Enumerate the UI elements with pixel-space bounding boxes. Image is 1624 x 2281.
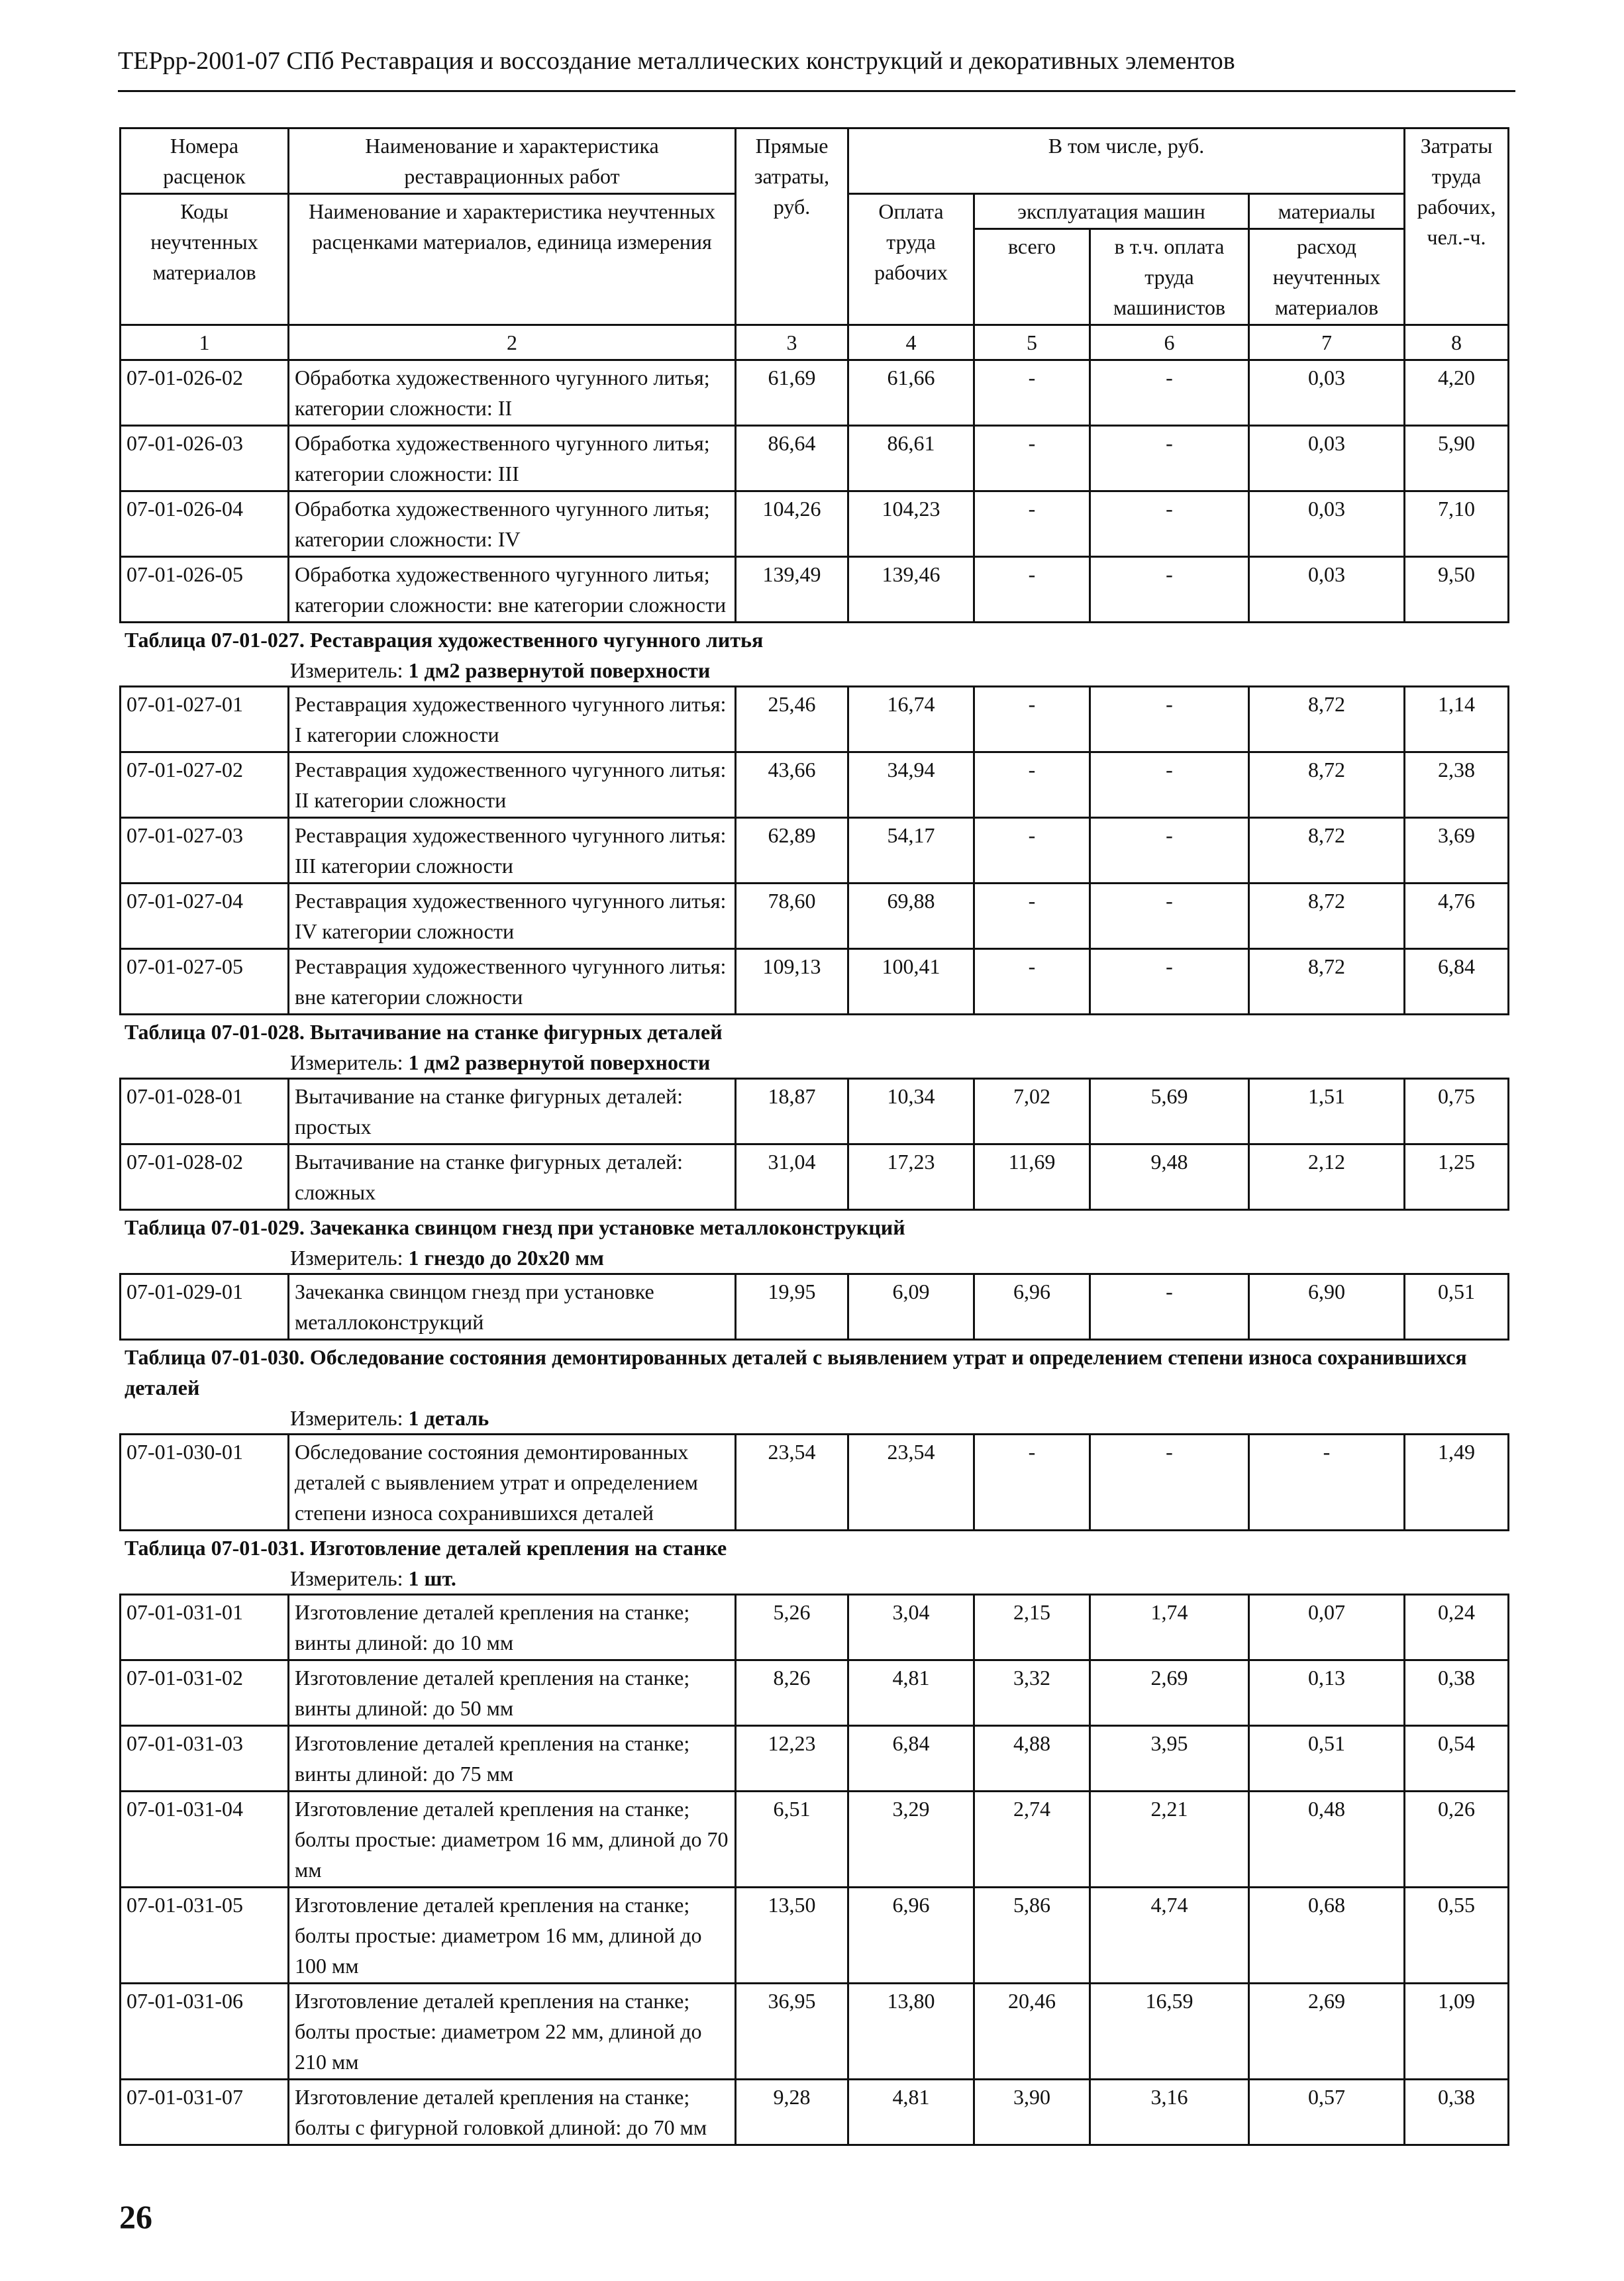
- work-description: Обработка художественного чугунного литья; категории сложности: вне категории сложности: [289, 557, 736, 623]
- measure-value: 1 шт.: [408, 1566, 456, 1590]
- work-description: Вытачивание на станке фигурных деталей: сложных: [289, 1144, 736, 1210]
- table-row: [121, 491, 1509, 557]
- column-number-cell: 3: [736, 325, 848, 360]
- machine-total-value: -: [974, 557, 1090, 623]
- table-row: [121, 1660, 1509, 1726]
- machinist-pay-value: 4,74: [1090, 1888, 1249, 1984]
- rate-section: [119, 625, 1507, 1015]
- direct-costs-header: Прямые затраты, руб.: [736, 128, 848, 325]
- table-row: [121, 1274, 1509, 1340]
- machine-total-value: 6,96: [974, 1274, 1090, 1340]
- direct-costs-value: 61,69: [736, 360, 848, 426]
- materials-value: 0,48: [1249, 1792, 1405, 1888]
- measure-unit-line: [119, 1563, 1507, 1594]
- rate-sections: [119, 359, 1507, 2146]
- direct-costs-value: 19,95: [736, 1274, 848, 1340]
- direct-costs-value: 36,95: [736, 1984, 848, 2080]
- table-row: [121, 752, 1509, 818]
- materials-value: -: [1249, 1435, 1405, 1531]
- work-description: Обработка художественного чугунного литья; категории сложности: III: [289, 426, 736, 491]
- direct-costs-value: 13,50: [736, 1888, 848, 1984]
- materials-value: 1,51: [1249, 1079, 1405, 1144]
- table-row: [121, 360, 1509, 426]
- table-row: [121, 1144, 1509, 1210]
- labor-hours-value: 7,10: [1405, 491, 1509, 557]
- machine-total-value: -: [974, 949, 1090, 1015]
- direct-costs-value: 6,51: [736, 1792, 848, 1888]
- rate-code: 07-01-026-04: [121, 491, 289, 557]
- worker-pay-value: 6,09: [848, 1274, 974, 1340]
- rate-code: 07-01-029-01: [121, 1274, 289, 1340]
- rate-table: [119, 685, 1509, 1015]
- materials-value: 8,72: [1249, 687, 1405, 752]
- running-header: ТЕРрр-2001-07 СПб Реставрация и воссоздание металлических конструкций и декоративных элементов: [118, 47, 1235, 75]
- machine-total-value: -: [974, 884, 1090, 949]
- labor-hours-value: 0,54: [1405, 1726, 1509, 1792]
- work-description: Изготовление деталей крепления на станке; болты простые: диаметром 22 мм, длиной до 210 мм: [289, 1984, 736, 2080]
- table-row: [121, 949, 1509, 1015]
- materials-header: материалы: [1249, 194, 1405, 229]
- machine-total-value: 7,02: [974, 1079, 1090, 1144]
- materials-value: 2,12: [1249, 1144, 1405, 1210]
- direct-costs-value: 62,89: [736, 818, 848, 884]
- table-caption: Таблица 07-01-029. Зачеканка свинцом гнезд при установке металлоконструкций: [125, 1215, 905, 1239]
- labor-hours-value: 0,38: [1405, 1660, 1509, 1726]
- worker-pay-value: 139,46: [848, 557, 974, 623]
- work-description: Изготовление деталей крепления на станке; болты с фигурной головкой длиной: до 70 мм: [289, 2080, 736, 2145]
- direct-costs-value: 9,28: [736, 2080, 848, 2145]
- labor-hours-value: 0,26: [1405, 1792, 1509, 1888]
- work-description: Реставрация художественного чугунного литья: II категории сложности: [289, 752, 736, 818]
- labor-hours-value: 4,76: [1405, 884, 1509, 949]
- worker-pay-value: 17,23: [848, 1144, 974, 1210]
- table-row: [121, 818, 1509, 884]
- column-header-table: [119, 127, 1509, 361]
- rate-table: [119, 1078, 1509, 1211]
- labor-hours-value: 5,90: [1405, 426, 1509, 491]
- machine-total-value: -: [974, 687, 1090, 752]
- machinist-pay-value: -: [1090, 491, 1249, 557]
- worker-pay-value: 61,66: [848, 360, 974, 426]
- column-number-cell: 4: [848, 325, 974, 360]
- machine-total-value: 2,74: [974, 1792, 1090, 1888]
- machine-total-value: -: [974, 426, 1090, 491]
- machinist-pay-value: -: [1090, 1435, 1249, 1531]
- direct-costs-value: 18,87: [736, 1079, 848, 1144]
- materials-value: 0,03: [1249, 360, 1405, 426]
- work-description: Обработка художественного чугунного литья; категории сложности: II: [289, 360, 736, 426]
- labor-hours-value: 2,38: [1405, 752, 1509, 818]
- table-row: [121, 687, 1509, 752]
- measure-label: Измеритель:: [290, 1050, 409, 1074]
- labor-hours-value: 0,55: [1405, 1888, 1509, 1984]
- direct-costs-value: 31,04: [736, 1144, 848, 1210]
- rate-code: 07-01-026-02: [121, 360, 289, 426]
- machine-total-value: 5,86: [974, 1888, 1090, 1984]
- worker-pay-value: 54,17: [848, 818, 974, 884]
- measure-value: 1 дм2 развернутой поверхности: [408, 1050, 711, 1074]
- direct-costs-value: 86,64: [736, 426, 848, 491]
- rate-code: 07-01-031-04: [121, 1792, 289, 1888]
- rate-code: 07-01-026-05: [121, 557, 289, 623]
- worker-pay-value: 16,74: [848, 687, 974, 752]
- machinist-pay-value: -: [1090, 752, 1249, 818]
- worker-pay-value: 10,34: [848, 1079, 974, 1144]
- machine-total-value: -: [974, 752, 1090, 818]
- machine-total-value: 20,46: [974, 1984, 1090, 2080]
- labor-costs-header: Затраты труда рабочих, чел.-ч.: [1405, 128, 1509, 325]
- direct-costs-value: 12,23: [736, 1726, 848, 1792]
- table-caption: Таблица 07-01-028. Вытачивание на станке фигурных деталей: [125, 1020, 723, 1044]
- direct-costs-value: 23,54: [736, 1435, 848, 1531]
- rate-table: [119, 1273, 1509, 1341]
- direct-costs-value: 5,26: [736, 1595, 848, 1660]
- worker-pay-value: 4,81: [848, 1660, 974, 1726]
- column-number-row: [121, 325, 1509, 360]
- table-row: [121, 1726, 1509, 1792]
- machinist-pay-value: 5,69: [1090, 1079, 1249, 1144]
- labor-hours-value: 4,20: [1405, 360, 1509, 426]
- machinist-pay-value: -: [1090, 426, 1249, 491]
- labor-hours-value: 1,49: [1405, 1435, 1509, 1531]
- direct-costs-value: 8,26: [736, 1660, 848, 1726]
- work-description: Обработка художественного чугунного литья; категории сложности: IV: [289, 491, 736, 557]
- page-number: 26: [119, 2198, 152, 2235]
- work-description: Реставрация художественного чугунного литья: III категории сложности: [289, 818, 736, 884]
- direct-costs-value: 104,26: [736, 491, 848, 557]
- measure-label: Измеритель:: [290, 1406, 409, 1430]
- materials-value: 8,72: [1249, 884, 1405, 949]
- machinist-pay-value: 2,69: [1090, 1660, 1249, 1726]
- machinist-pay-value: -: [1090, 687, 1249, 752]
- direct-costs-value: 43,66: [736, 752, 848, 818]
- machinist-pay-value: 3,95: [1090, 1726, 1249, 1792]
- measure-unit-line: [119, 1242, 1507, 1273]
- col1-bottom-header: Коды неучтенных материалов: [121, 194, 289, 325]
- worker-pay-value: 86,61: [848, 426, 974, 491]
- materials-value: 2,69: [1249, 1984, 1405, 2080]
- in-that-number-header: В том числе, руб.: [848, 128, 1405, 194]
- measure-label: Измеритель:: [290, 1246, 409, 1270]
- materials-value: 0,07: [1249, 1595, 1405, 1660]
- machinist-pay-value: -: [1090, 818, 1249, 884]
- work-description: Изготовление деталей крепления на станке; винты длиной: до 50 мм: [289, 1660, 736, 1726]
- machinist-pay-header: в т.ч. оплата труда машинистов: [1090, 229, 1249, 325]
- rate-table: [119, 359, 1509, 623]
- machine-total-value: -: [974, 491, 1090, 557]
- column-number-cell: 2: [289, 325, 736, 360]
- column-number-cell: 6: [1090, 325, 1249, 360]
- machinist-pay-value: -: [1090, 1274, 1249, 1340]
- measure-unit-line: [119, 1047, 1507, 1078]
- table-row: [121, 1595, 1509, 1660]
- content: [119, 127, 1507, 2146]
- machine-operation-header: эксплуатация машин: [974, 194, 1249, 229]
- machinist-pay-value: 16,59: [1090, 1984, 1249, 2080]
- direct-costs-value: 78,60: [736, 884, 848, 949]
- rate-code: 07-01-027-03: [121, 818, 289, 884]
- rate-code: 07-01-031-02: [121, 1660, 289, 1726]
- labor-hours-value: 0,24: [1405, 1595, 1509, 1660]
- col2-bottom-header: Наименование и характеристика неучтенных расценками материалов, единица измерения: [289, 194, 736, 325]
- materials-value: 8,72: [1249, 818, 1405, 884]
- work-description: Реставрация художественного чугунного литья: IV категории сложности: [289, 884, 736, 949]
- rate-table: [119, 1433, 1509, 1531]
- work-description: Изготовление деталей крепления на станке; болты простые: диаметром 16 мм, длиной до 100 мм: [289, 1888, 736, 1984]
- machine-total-value: -: [974, 818, 1090, 884]
- table-row: [121, 1888, 1509, 1984]
- worker-pay-value: 104,23: [848, 491, 974, 557]
- work-description: Вытачивание на станке фигурных деталей: простых: [289, 1079, 736, 1144]
- table-row: [121, 1984, 1509, 2080]
- measure-label: Измеритель:: [290, 1566, 409, 1590]
- labor-hours-value: 1,14: [1405, 687, 1509, 752]
- worker-pay-value: 69,88: [848, 884, 974, 949]
- labor-hours-value: 6,84: [1405, 949, 1509, 1015]
- rate-section: [119, 1017, 1507, 1211]
- rate-code: 07-01-031-07: [121, 2080, 289, 2145]
- work-description: Изготовление деталей крепления на станке; винты длиной: до 10 мм: [289, 1595, 736, 1660]
- machinist-pay-value: -: [1090, 360, 1249, 426]
- rate-code: 07-01-027-04: [121, 884, 289, 949]
- rate-code: 07-01-031-05: [121, 1888, 289, 1984]
- table-row: [121, 2080, 1509, 2145]
- materials-value: 6,90: [1249, 1274, 1405, 1340]
- rate-code: 07-01-028-01: [121, 1079, 289, 1144]
- labor-hours-value: 9,50: [1405, 557, 1509, 623]
- materials-value: 0,03: [1249, 557, 1405, 623]
- labor-hours-value: 1,09: [1405, 1984, 1509, 2080]
- header-rule: [118, 90, 1515, 92]
- machinist-pay-value: 9,48: [1090, 1144, 1249, 1210]
- materials-value: 0,68: [1249, 1888, 1405, 1984]
- col1-top-header: Номера расценок: [121, 128, 289, 194]
- labor-hours-value: 0,75: [1405, 1079, 1509, 1144]
- labor-hours-value: 3,69: [1405, 818, 1509, 884]
- column-number-cell: 8: [1405, 325, 1509, 360]
- table-row: [121, 1792, 1509, 1888]
- machine-total-value: -: [974, 1435, 1090, 1531]
- table-row: [121, 1079, 1509, 1144]
- worker-pay-value: 23,54: [848, 1435, 974, 1531]
- column-number-cell: 5: [974, 325, 1090, 360]
- machine-total-value: 4,88: [974, 1726, 1090, 1792]
- machinist-pay-value: 2,21: [1090, 1792, 1249, 1888]
- work-description: Изготовление деталей крепления на станке; винты длиной: до 75 мм: [289, 1726, 736, 1792]
- rate-table: [119, 1594, 1509, 2146]
- rate-section: [119, 1533, 1507, 2146]
- labor-hours-value: 1,25: [1405, 1144, 1509, 1210]
- rate-code: 07-01-030-01: [121, 1435, 289, 1531]
- materials-value: 8,72: [1249, 949, 1405, 1015]
- col2-top-header: Наименование и характеристика реставрационных работ: [289, 128, 736, 194]
- table-row: [121, 1435, 1509, 1531]
- column-number-cell: 1: [121, 325, 289, 360]
- worker-pay-header: Оплата труда рабочих: [848, 194, 974, 325]
- worker-pay-value: 4,81: [848, 2080, 974, 2145]
- labor-hours-value: 0,38: [1405, 2080, 1509, 2145]
- machine-total-value: 2,15: [974, 1595, 1090, 1660]
- work-description: Зачеканка свинцом гнезд при установке металлоконструкций: [289, 1274, 736, 1340]
- materials-value: 0,51: [1249, 1726, 1405, 1792]
- measure-value: 1 гнездо до 20х20 мм: [408, 1246, 604, 1270]
- machinist-pay-value: -: [1090, 949, 1249, 1015]
- unaccounted-materials-header: расход неучтенных материалов: [1249, 229, 1405, 325]
- measure-value: 1 деталь: [408, 1406, 489, 1430]
- machinist-pay-value: -: [1090, 884, 1249, 949]
- materials-value: 0,13: [1249, 1660, 1405, 1726]
- rate-code: 07-01-027-02: [121, 752, 289, 818]
- machine-total-value: -: [974, 360, 1090, 426]
- worker-pay-value: 100,41: [848, 949, 974, 1015]
- rate-section: [119, 1212, 1507, 1341]
- labor-hours-value: 0,51: [1405, 1274, 1509, 1340]
- materials-value: 0,03: [1249, 491, 1405, 557]
- table-caption: Таблица 07-01-030. Обследование состояния демонтированных деталей с выявлением утрат и определением степени износа сохранившихся деталей: [125, 1345, 1467, 1399]
- measure-unit-line: [119, 1403, 1507, 1433]
- materials-value: 0,57: [1249, 2080, 1405, 2145]
- table-row: [121, 557, 1509, 623]
- worker-pay-value: 6,84: [848, 1726, 974, 1792]
- worker-pay-value: 6,96: [848, 1888, 974, 1984]
- worker-pay-value: 13,80: [848, 1984, 974, 2080]
- column-number-cell: 7: [1249, 325, 1405, 360]
- machinist-pay-value: -: [1090, 557, 1249, 623]
- rate-section: [119, 1342, 1507, 1531]
- table-row: [121, 426, 1509, 491]
- machine-total-value: 3,32: [974, 1660, 1090, 1726]
- work-description: Обследование состояния демонтированных деталей с выявлением утрат и определением степени износа сохранившихся деталей: [289, 1435, 736, 1531]
- rate-code: 07-01-031-06: [121, 1984, 289, 2080]
- work-description: Изготовление деталей крепления на станке; болты простые: диаметром 16 мм, длиной до 70 мм: [289, 1792, 736, 1888]
- machinist-pay-value: 3,16: [1090, 2080, 1249, 2145]
- materials-value: 0,03: [1249, 426, 1405, 491]
- measure-value: 1 дм2 развернутой поверхности: [408, 658, 711, 682]
- rate-code: 07-01-027-01: [121, 687, 289, 752]
- rate-code: 07-01-031-03: [121, 1726, 289, 1792]
- machinist-pay-value: 1,74: [1090, 1595, 1249, 1660]
- rate-code: 07-01-026-03: [121, 426, 289, 491]
- rate-code: 07-01-027-05: [121, 949, 289, 1015]
- direct-costs-value: 25,46: [736, 687, 848, 752]
- work-description: Реставрация художественного чугунного литья: I категории сложности: [289, 687, 736, 752]
- rate-code: 07-01-031-01: [121, 1595, 289, 1660]
- table-caption: Таблица 07-01-031. Изготовление деталей крепления на станке: [125, 1536, 727, 1560]
- machine-total-value: 11,69: [974, 1144, 1090, 1210]
- work-description: Реставрация художественного чугунного литья: вне категории сложности: [289, 949, 736, 1015]
- measure-unit-line: [119, 655, 1507, 685]
- direct-costs-value: 139,49: [736, 557, 848, 623]
- column-number-row: [121, 325, 1509, 360]
- measure-label: Измеритель:: [290, 658, 409, 682]
- worker-pay-value: 3,29: [848, 1792, 974, 1888]
- table-caption: Таблица 07-01-027. Реставрация художественного чугунного литья: [125, 628, 764, 652]
- worker-pay-value: 34,94: [848, 752, 974, 818]
- direct-costs-value: 109,13: [736, 949, 848, 1015]
- materials-value: 8,72: [1249, 752, 1405, 818]
- worker-pay-value: 3,04: [848, 1595, 974, 1660]
- machine-total-header: всего: [974, 229, 1090, 325]
- machine-total-value: 3,90: [974, 2080, 1090, 2145]
- rate-section: [119, 359, 1507, 623]
- table-row: [121, 884, 1509, 949]
- rate-code: 07-01-028-02: [121, 1144, 289, 1210]
